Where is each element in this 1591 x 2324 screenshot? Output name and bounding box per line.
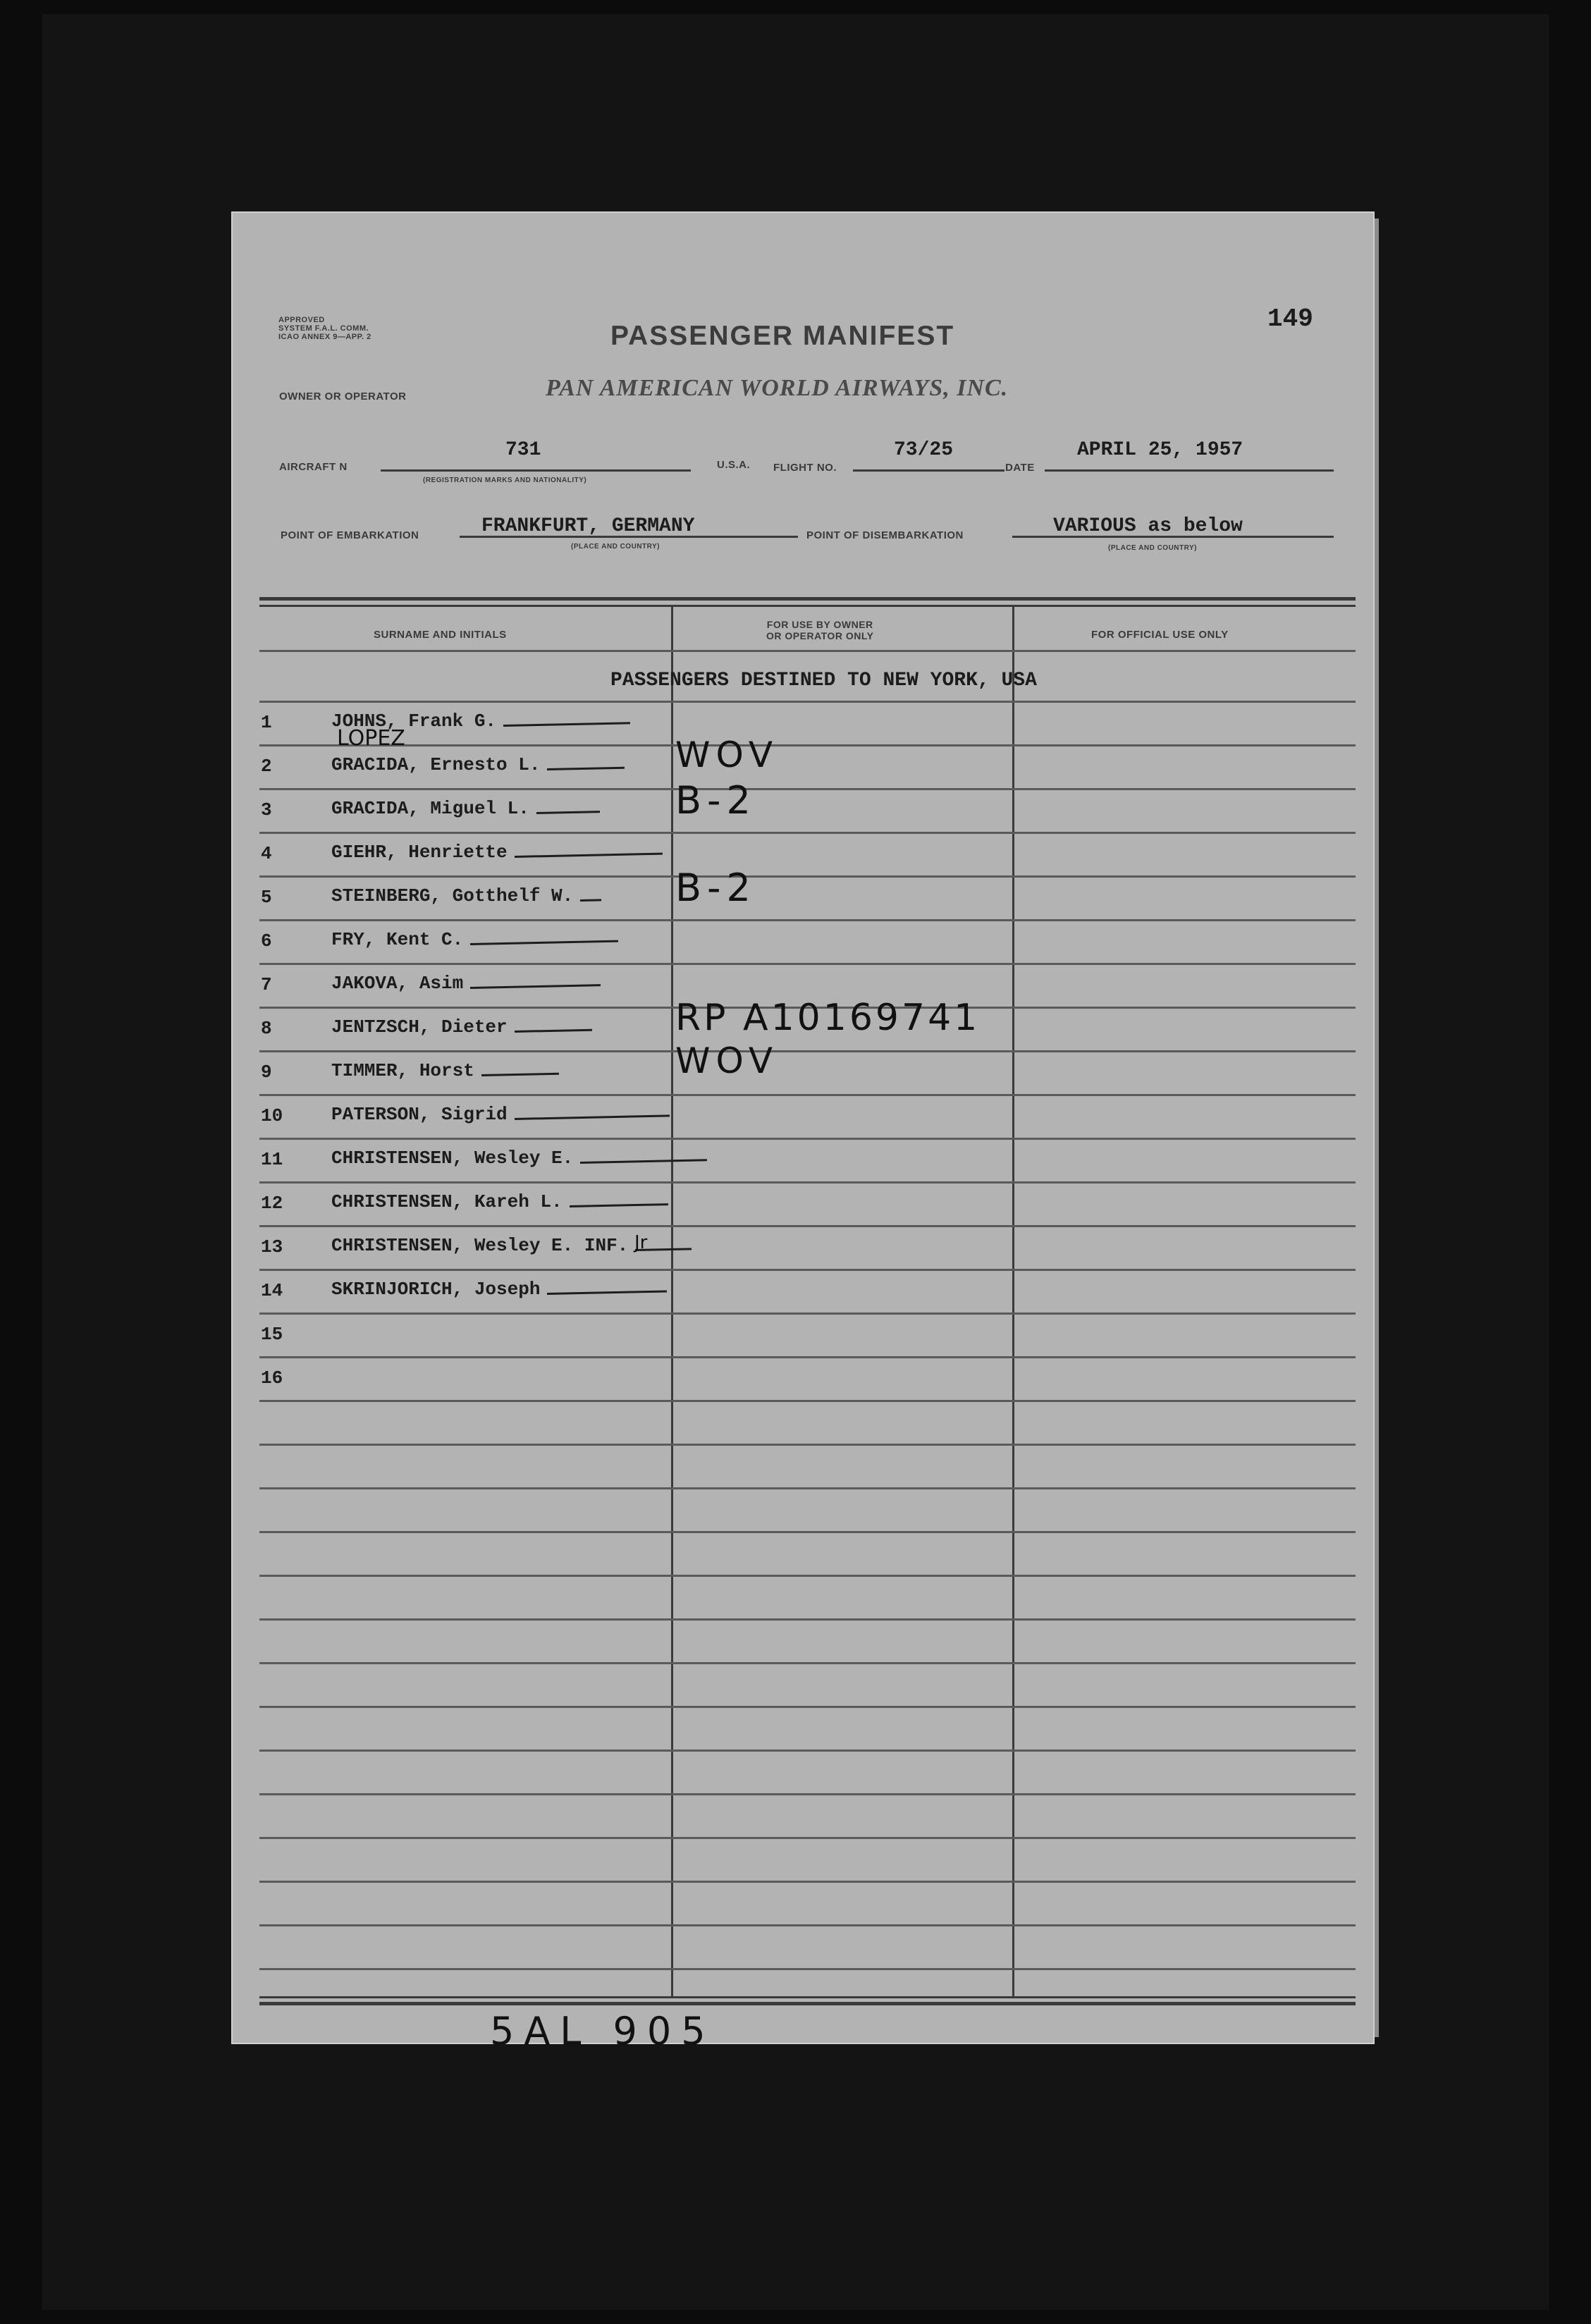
row-line [259, 1181, 1356, 1183]
passenger-name: CHRISTENSEN, Wesley E. INF. [331, 1235, 629, 1256]
approval-line-1: APPROVED [278, 316, 325, 324]
row-line [259, 1575, 1356, 1577]
handwritten-note: B-2 [675, 866, 756, 910]
flight-underline [853, 469, 1005, 472]
row-line [259, 1050, 1356, 1052]
row-line [259, 788, 1356, 790]
passenger-name: TIMMER, Horst [331, 1060, 474, 1081]
row-line [259, 1400, 1356, 1402]
owner-use-line-2: OR OPERATOR ONLY [766, 630, 874, 641]
row-number: 2 [261, 756, 272, 777]
table-top-rule-2 [259, 605, 1356, 607]
flight-value: 73/25 [894, 439, 954, 461]
table-bottom-rule-2 [259, 2002, 1356, 2005]
row-number: 12 [261, 1193, 283, 1214]
embarkation-value: FRANKFURT, GERMANY [481, 515, 695, 537]
date-label: DATE [1005, 462, 1035, 474]
section-heading: PASSENGERS DESTINED TO NEW YORK, USA [610, 670, 1037, 691]
col-header-surname: SURNAME AND INITIALS [374, 629, 507, 641]
row-line [259, 1269, 1356, 1271]
row-line [259, 1444, 1356, 1446]
row-number: 11 [261, 1149, 283, 1170]
aircraft-value: 731 [505, 439, 541, 461]
jr-annotation: Jr [634, 1232, 648, 1253]
aircraft-underline [381, 469, 691, 472]
row-line [259, 1618, 1356, 1621]
row-line [259, 963, 1356, 965]
handwritten-note: RP A10169741 [675, 997, 981, 1039]
passenger-name: PATERSON, Sigrid [331, 1104, 508, 1125]
row-number: 16 [261, 1367, 283, 1389]
passenger-name: STEINBERG, Gotthelf W. [331, 885, 574, 906]
col-header-official-use: FOR OFFICIAL USE ONLY [1091, 629, 1229, 641]
passenger-name: JAKOVA, Asim [331, 973, 464, 994]
approval-line-3: ICAO ANNEX 9—APP. 2 [278, 333, 371, 341]
row-line [259, 1750, 1356, 1752]
passenger-name: JOHNS, Frank G. [331, 711, 497, 732]
disembarkation-label: POINT OF DISEMBARKATION [806, 529, 964, 541]
passenger-name: JENTZSCH, Dieter [331, 1016, 508, 1038]
row-line [259, 1662, 1356, 1664]
row-line [259, 1837, 1356, 1839]
owner-use-line-1: FOR USE BY OWNER [766, 619, 873, 630]
row-number: 15 [261, 1324, 283, 1345]
row-line [259, 1706, 1356, 1708]
embarkation-caption: (PLACE AND COUNTRY) [571, 543, 660, 551]
passenger-name: GIEHR, Henriette [331, 842, 508, 863]
handwritten-note: B-2 [675, 778, 756, 823]
row-line [259, 744, 1356, 746]
row-number: 8 [261, 1018, 272, 1039]
row-line [259, 1312, 1356, 1315]
passenger-name: CHRISTENSEN, Wesley E. [331, 1148, 574, 1169]
row-number: 1 [261, 712, 272, 733]
date-value: APRIL 25, 1957 [1077, 439, 1243, 461]
row-line [259, 1225, 1356, 1227]
page-number: 149 [1267, 305, 1313, 333]
flight-label: FLIGHT NO. [773, 462, 837, 474]
row-number: 7 [261, 974, 272, 995]
handwritten-note: WOV [675, 1040, 779, 1081]
owner-value: PAN AMERICAN WORLD AIRWAYS, INC. [546, 375, 1009, 401]
passenger-name: FRY, Kent C. [331, 929, 464, 950]
row-number: 3 [261, 799, 272, 820]
disembarkation-value: VARIOUS as below [1053, 515, 1243, 537]
registration-caption: (REGISTRATION MARKS AND NATIONALITY) [423, 477, 587, 484]
row-number: 14 [261, 1280, 283, 1301]
row-line [259, 1924, 1356, 1926]
handwritten-note: WOV [675, 734, 779, 775]
row-line [259, 1094, 1356, 1096]
row-line [259, 1968, 1356, 1970]
row-number: 5 [261, 887, 272, 908]
lopez-annotation: LOPEZ [337, 726, 405, 751]
row-line [259, 1881, 1356, 1883]
aircraft-label: AIRCRAFT N [279, 461, 348, 473]
row-line [259, 1356, 1356, 1358]
approval-line-2: SYSTEM F.A.L. COMM. [278, 324, 369, 333]
date-underline [1045, 469, 1334, 472]
row-line [259, 1487, 1356, 1489]
row-line [259, 919, 1356, 921]
disembarkation-caption: (PLACE AND COUNTRY) [1108, 544, 1197, 552]
row-number: 13 [261, 1236, 283, 1258]
row-number: 9 [261, 1062, 272, 1083]
column-divider-2 [1012, 605, 1014, 1997]
usa-label: U.S.A. [717, 459, 751, 471]
passenger-name: GRACIDA, Ernesto L. [331, 754, 541, 775]
page-title: PASSENGER MANIFEST [610, 321, 955, 351]
passenger-name: SKRINJORICH, Joseph [331, 1279, 541, 1300]
embarkation-label: POINT OF EMBARKATION [281, 529, 419, 541]
table-top-rule-1 [259, 597, 1356, 601]
column-divider-1 [671, 605, 673, 1997]
col-header-owner-use [766, 619, 873, 641]
row-line [259, 701, 1356, 703]
check-stroke [580, 899, 601, 902]
approval-note [278, 316, 371, 341]
footer-handwriting: 5AL 905 [490, 2009, 715, 2053]
owner-label: OWNER OR OPERATOR [279, 391, 407, 402]
manifest-sheet [231, 211, 1375, 2044]
passenger-name: GRACIDA, Miguel L. [331, 798, 529, 819]
row-line [259, 832, 1356, 834]
row-line [259, 875, 1356, 878]
passenger-name: CHRISTENSEN, Kareh L. [331, 1191, 563, 1212]
table-bottom-rule-1 [259, 1996, 1356, 1998]
row-line [259, 1793, 1356, 1795]
row-number: 6 [261, 930, 272, 952]
row-line [259, 650, 1356, 652]
row-line [259, 1531, 1356, 1533]
row-number: 4 [261, 843, 272, 864]
row-number: 10 [261, 1105, 283, 1126]
row-line [259, 1138, 1356, 1140]
